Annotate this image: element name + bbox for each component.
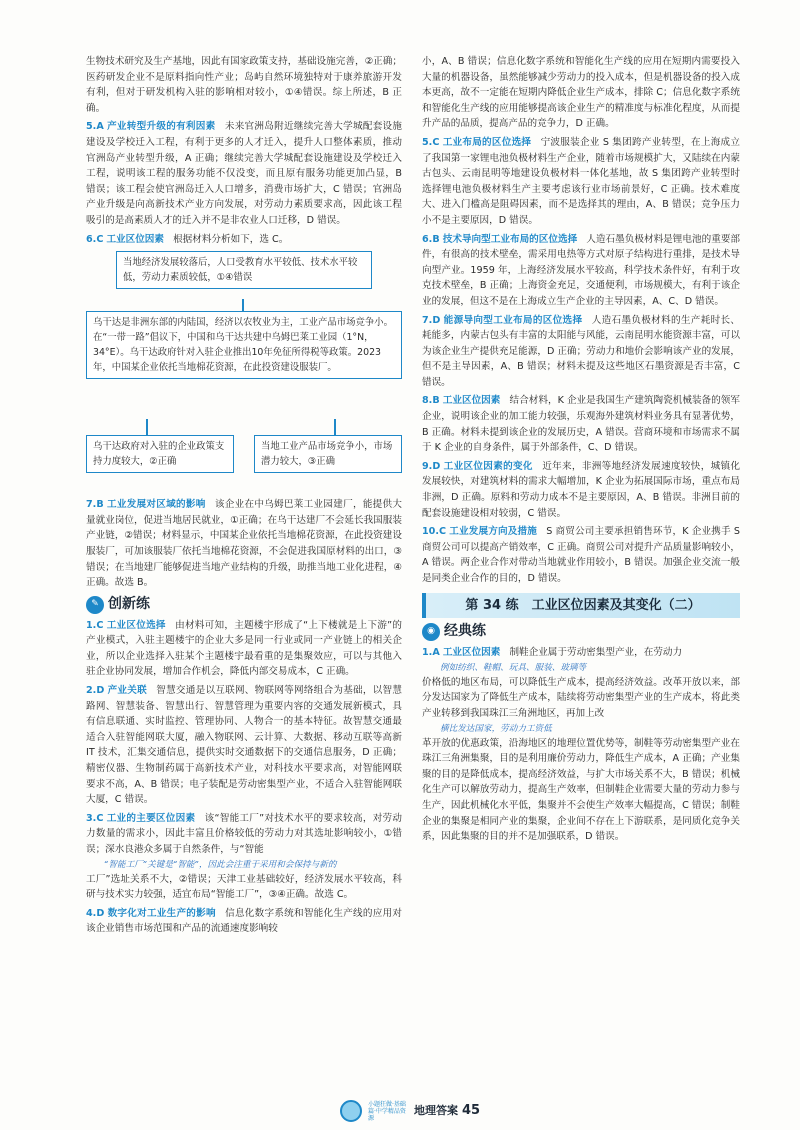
answer-text: 该“智能工厂”对技术水平的要求较高，对劳动力数量的需求小，因此丰富且价格较低的劳动力对其选址影响较小，①错误；深水良港众多属于自然条件，与“智能 [86, 812, 402, 855]
right-intro-paragraph: 小，A、B 错误；信息化数字系统和智能化生产线的应用在短期内需要投入大量的机器设备，虽然能够减少劳动力的投入成本，但是机器设备的投入成本更高，故不一定能在短期内降低企业生产成本，排除 C；信息化数字系统和智能化生产线的应用能够提高该企业生产的精准度与标准化程度，从而提升产品的品质，提高产品的竞争力，D 正确。 [422, 56, 740, 130]
answer-5-left [86, 119, 402, 228]
answer-tag: 工业区位因素的变化 [443, 460, 533, 472]
answer-8-right [422, 393, 740, 455]
left-column [86, 54, 402, 940]
analysis-flowchart [86, 251, 402, 491]
answer-number: 7.D [422, 314, 441, 326]
answer-number: 9.D [422, 460, 441, 472]
answer-tag: 工业的主要区位因素 [106, 812, 196, 824]
classic-answer-1-cont: 价格低的地区布局，可以降低生产成本，提高经济效益。改革开放以来，部分发达国家为了降低生产成本，陆续将劳动密集型产业的生产成本，将此类产业转移到我国珠江三角洲地区，再加上改 [422, 676, 740, 719]
answer-tag: 工业区位因素 [106, 233, 164, 245]
answer-text: 根据材料分析如下，选 C。 [173, 233, 289, 245]
answer-number: 2.D [86, 685, 105, 697]
classic-answer-1-cont2: 革开放的优惠政策，沿海地区的地理位置优势等，制鞋等劳动密集型产业在珠江三角洲集聚，目的是利用廉价劳动力，降低生产成本，A 正确；产业集聚的目的是降低成本，提高经济效益，与扩大市场关系不大，B 错误；机械化生产可以解放劳动力，提高生产效率，但制鞋企业需要大量的劳动力参与生产，因此机械化水平低，集聚并不会使生产效率大幅提高，C 错误；制鞋企业的集聚是相同产业的集聚，企业间不存在上下游联系，是同质化竞争关系，因此集聚的目的并不是加强联系，D 错误。 [422, 737, 740, 843]
answer-6-left [86, 232, 402, 248]
innovation-answer-4 [86, 906, 402, 937]
section-header-classic [422, 623, 740, 641]
right-column [422, 54, 740, 848]
answer-text: 制鞋企业属于劳动密集型产业，在劳动力 [509, 647, 683, 659]
answer-text: 智慧交通是以互联网、物联网等网络组合为基础，以智慧路网、智慧装备、智慧出行、智慧管理为重要内容的交通发展新模式，具有信息联通、实时监控、管理协同、人物合一的基本特征。故智慧交通最适合入驻智能网联大厦，融入物联网、云计算、大数据、移动互联等高新 IT 技术，汇集交通信息，提供实时交通数据下的交通信息服务，D 正确；精密仪器、生物制药属于高新技术产业，对科技水平要求高，对智能网联要求不高，A、B 错误；电子装配是劳动密集型产业，不适合入驻智能网联大厦，C 错误。 [86, 685, 402, 806]
section-header-innovation [86, 596, 402, 614]
mascot-icon [340, 1100, 362, 1122]
answer-tag: 工业区位因素 [442, 395, 501, 407]
flow-box-bottom-right: 当地工业产品市场竞争小，市场潜力较大，③正确 [254, 435, 402, 473]
flow-box-bottom-left: 乌干达政府对入驻的企业政策支持力度较大，②正确 [86, 435, 234, 473]
pencil-badge-icon: ✎ [86, 596, 104, 614]
answer-tag: 工业区位选择 [106, 619, 166, 631]
answer-text: S 商贸公司主要承担销售环节，K 企业携手 S 商贸公司可以提高产销效率，C 正确。商贸公司对提升产品质量影响较小，A 错误。两企业合作对带动当地就业作用较小，B 错误。加强企业交流一般是同类企业合作的目的，D 错误。 [422, 526, 741, 584]
innovation-answer-3-cont: 工厂”选址关系不大，②错误；天津工业基础较好，经济发展水平较高，科研与技术实力较强，适宜布局“智能工厂”，③④正确。故选 C。 [86, 873, 402, 901]
handwritten-note: 例如纺织、鞋帽、玩具、服装、玻璃等 [440, 662, 587, 673]
answer-number: 4.D [86, 907, 105, 919]
left-intro-paragraph: 生物技术研究及生产基地，因此有国家政策支持，基础设施完善，②正确；医药研发企业不是原料指向性产业；岛屿自然环境独特对于康养旅游开发有利，但对于研发机构入驻的影响相对较小，①④错误。综上所述，B 正确。 [86, 56, 402, 114]
flow-arrow [334, 419, 336, 435]
answer-number: 5.A [86, 121, 104, 133]
answer-tag: 工业区位因素 [442, 647, 501, 659]
section-title: 创新练 [108, 595, 150, 612]
page-footer [340, 1100, 480, 1122]
innovation-answer-3 [86, 811, 402, 858]
answer-text: 宁波服装企业 S 集团跨产业转型，在上海成立了我国第一家锂电池负极材料生产企业，随着市场规模扩大，又陆续在内蒙古包头、云南昆明等地建设负极材料一体化基地，故 S 集团跨产业转型时选择锂电池负极材料生产主要考虑该行业市场前景好，C 正确。技术难度大、进入门槛高是阻碍因素，而不是选择其的理由，A、B 错误；竞争压力小不是主要原因，D 错误。 [422, 136, 740, 226]
answer-text: 信息化数字系统和智能化生产线的应用对该企业销售市场范围和产品的流通速度影响较 [86, 907, 402, 935]
flow-box-top: 当地经济发展较落后，人口受教育水平较低、技术水平较低，劳动力素质较低，①④错误 [116, 251, 372, 289]
handwritten-note: “智能工厂”关键是“智能”，因此会注重于采用和会保持与新的 [104, 859, 337, 870]
answer-7-left [86, 497, 402, 591]
answer-text: 该企业在中乌姆巴莱工业园建厂，能提供大量就业岗位，促进当地居民就业，①正确；在乌干达建厂不会延长我国服装产业链，②错误；材料显示，中国某企业依托当地棉花资源，在此投资建设服装厂，可加该服装厂依托当地棉花资源，不会促进我国原材料的出口，③错误；在当地建厂能够促进当地产业结构的升级，助推当地工业化进程，④正确。故选 B。 [86, 499, 402, 589]
section-title: 经典练 [444, 623, 486, 640]
answer-tag: 能源导向型工业布局的区位选择 [443, 314, 583, 326]
flow-arrow [242, 299, 244, 311]
answer-number: 7.B [86, 499, 104, 511]
answer-number: 5.C [422, 136, 440, 148]
answer-tag: 产业关联 [107, 685, 147, 697]
answer-tag: 工业布局的区位选择 [442, 136, 532, 148]
answer-text: 未来官洲岛附近继续完善大学城配套设施建设及学校迁入工程，有利于更多的人才迁入，提升人口整体素质，推动官洲岛产业转型升级，A 正确；继续完善大学城配套设施建设及学校迁入工程，说明该工程的服务功能不仅没变，而且原有服务功能更加凸显，B 错误；该工程会使官洲岛迁入人口增多，消费市场扩大，C 错误；官洲岛产业升级是向高新技术产业方向发展，对劳动力素质要求高，因此该工程吸引的是高素质人才的迁入并不是非农业人口迁移，D 错误。 [86, 121, 403, 226]
answer-tag: 数字化对工业生产的影响 [107, 907, 216, 919]
answer-5-right [422, 135, 740, 229]
answer-number: 3.C [86, 812, 104, 824]
answer-10-right [422, 524, 740, 586]
answer-9-right [422, 459, 740, 521]
answer-text: 由材料可知，主题楼宇形成了“上下楼就是上下游”的产业模式，入驻主题楼宇的企业大多是同一行业或同一产业链上的相关企业，所以企业选择入驻某个主题楼宇最看重的是集聚效应，可以与其他入驻企业协同发展，增加合作机会，降低内部交易成本，C 正确。 [86, 619, 402, 678]
answer-number: 1.C [86, 619, 104, 631]
flow-arrow [146, 419, 148, 435]
answer-text: 结合材料，K 企业是我国生产建筑陶瓷机械装备的领军企业，说明该企业的加工能力较强，乐观海外建筑材料业务具有显著优势，B 正确。材料未提到该企业的发展历史，A 错误。营商环境和市场需求不属于 K 企业的自身条件，属于外部条件，C、D 错误。 [422, 395, 740, 454]
answer-tag: 工业发展方向及措施 [449, 526, 537, 538]
footer-label: 地理答案 [414, 1104, 458, 1118]
answer-text: 近年来，非洲等地经济发展速度较快，城镇化发展较快，对建筑材料的需求大幅增加，K 企业为拓展国际市场，重点布局非洲，D 正确。原料和劳动力成本不是主要原因，A、B 错误。非洲目前的配套设施建设相对较弱，C 错误。 [422, 460, 741, 519]
handwritten-note: 横比发达国家，劳动力工资低 [440, 723, 552, 734]
answer-number: 6.B [422, 233, 440, 245]
classic-answer-1 [422, 645, 740, 661]
answer-text: 人造石墨负极材料是锂电池的重要部件，有很高的技术壁垒，需采用电热等方式对原子结构进行重排，是技术导向型产业。1959 年，上海经济发展水平较高，科学技术条件好，有利于攻克技术壁垒，B 正确；上海资金充足，交通便利，市场规模大，有利于该企业的发展，但这不是在上海成立生产企业的主导因素，A、C、D 错误。 [422, 233, 741, 307]
answer-6-right [422, 232, 740, 310]
answer-number: 1.A [422, 647, 440, 659]
innovation-answer-1 [86, 618, 402, 680]
innovation-answer-2 [86, 683, 402, 808]
answer-number: 8.B [422, 395, 440, 407]
page-number: 45 [462, 1103, 481, 1119]
answer-tag: 工业发展对区域的影响 [106, 499, 206, 511]
footer-brand: 小题狂做·基础篇·中学精品资源 [368, 1100, 406, 1122]
answer-tag: 产业转型升级的有利因素 [107, 121, 216, 133]
book-badge-icon: ◉ [422, 623, 440, 641]
answer-7-right [422, 313, 740, 391]
flow-box-center: 乌干达是非洲东部的内陆国，经济以农牧业为主，工业产品市场竞争小。在“一带一路”倡议下，中国和乌干达共建中乌姆巴莱工业园（1°N，34°E）。乌干达政府针对入驻企业推出10年免征所得税等政策。2023年，中国某企业依托当地棉花资源，在此投资建设服装厂。 [86, 311, 402, 379]
answer-number: 6.C [86, 233, 104, 245]
answer-number: 10.C [422, 526, 447, 538]
answer-text: 人造石墨负极材料的生产耗时长、耗能多，内蒙古包头有丰富的太阳能与风能，云南昆明水能资源丰富，可以为该企业生产提供充足能源，D 正确；劳动力和地价会影响该产业的发展，但不是主导因素，A、B 错误；材料未提及这些地区石墨资源是否丰富，C 错误。 [422, 314, 741, 388]
lesson-banner: 第 34 练 工业区位因素及其变化（二） [422, 593, 740, 619]
answer-tag: 技术导向型工业布局的区位选择 [442, 233, 578, 245]
